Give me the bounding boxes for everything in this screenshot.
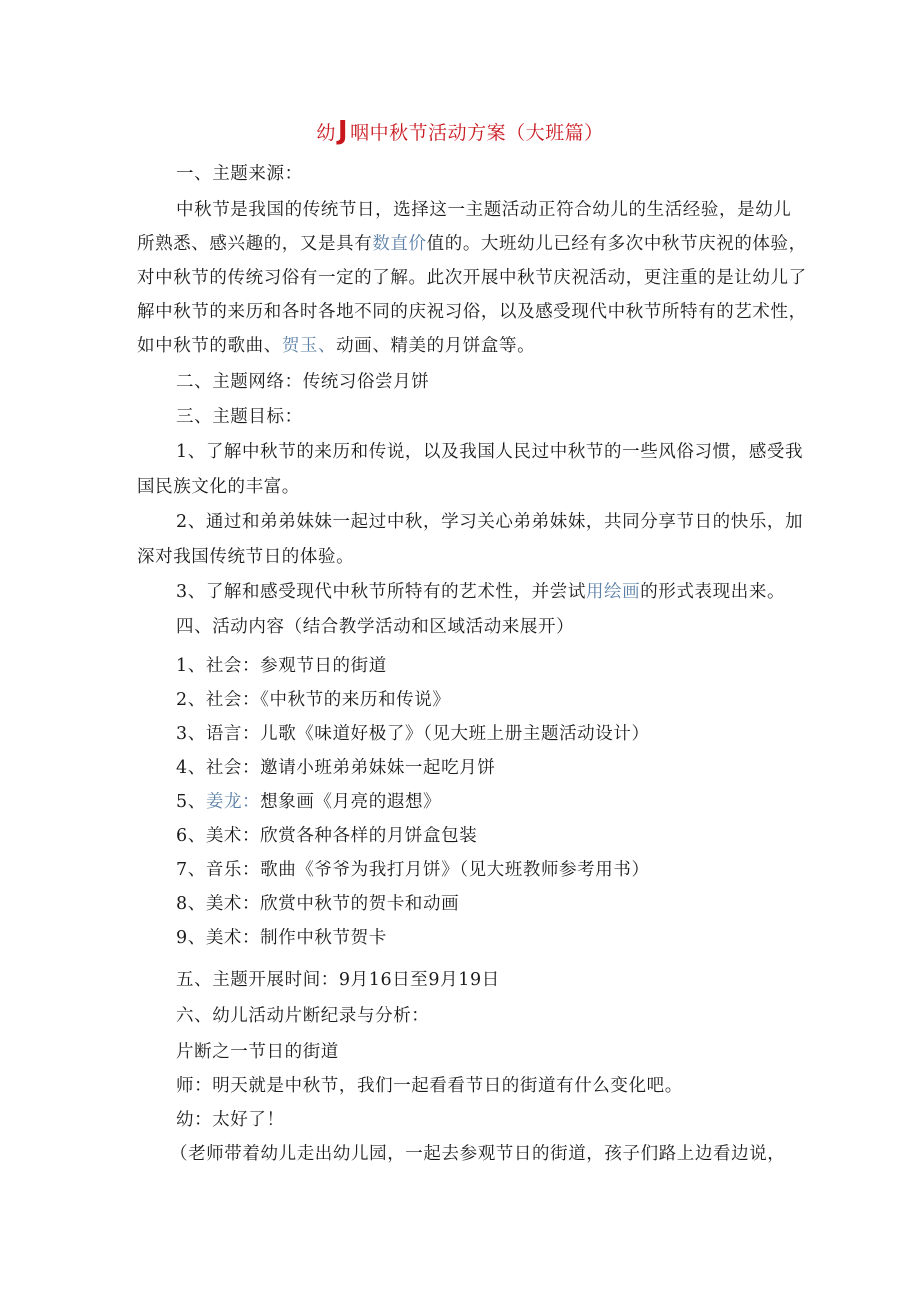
activity-item-1: 1、社会：参观节日的街道 [176, 656, 387, 676]
paragraph-1-line-5 [137, 332, 535, 357]
goal-1-line-1: 1、了解中秋节的来历和传说，以及我国人民过中秋节的一些风俗习惯，感受我 [176, 442, 804, 462]
activity-item-3: 3、语言：儿歌《味道好极了》（见大班上册主题活动设计） [176, 724, 650, 744]
record-line-1: 片断之一节日的街道 [176, 1042, 339, 1062]
activity-item-7: 7、音乐：歌曲《爷爷为我打月饼》（见大班教师参考用书） [176, 860, 650, 880]
highlighted-text: 贺玉、 [281, 336, 337, 356]
paragraph-1-line-2 [137, 230, 807, 255]
document-title [0, 116, 920, 146]
section-heading-5: 五、主题开展时间：9月16日至9月19日 [176, 970, 500, 990]
highlighted-text: 姜龙： [205, 792, 261, 812]
section-heading-1: 一、主题来源： [176, 164, 303, 184]
title-part-3: 咽中秋节活动方案（大班篇） [350, 122, 604, 144]
section-heading-6: 六、幼儿活动片断纪录与分析： [176, 1006, 430, 1026]
record-line-4: （老师带着幼儿走出幼儿园，一起去参观节日的街道，孩子们路上边看边说， [170, 1144, 786, 1164]
goal-3 [176, 578, 785, 603]
paragraph-1-line-4: 解中秋节的来历和各时各地不同的庆祝习俗，以及感受现代中秋节所特有的艺术性， [137, 302, 807, 322]
activity-item-4: 4、社会：邀请小班弟弟妹妹一起吃月饼 [176, 758, 496, 778]
goal-2-line-1: 2、通过和弟弟妹妹一起过中秋，学习关心弟弟妹妹，共同分享节日的快乐，加 [176, 512, 804, 532]
activity-item-8: 8、美术：欣赏中秋节的贺卡和动画 [176, 894, 460, 914]
highlighted-text: 数直价 [372, 234, 427, 254]
section-heading-2: 二、主题网络：传统习俗尝月饼 [176, 372, 430, 392]
text-segment: 的形式表现出来。 [640, 582, 786, 602]
text-segment: 5、 [176, 792, 206, 812]
activity-item-6: 6、美术：欣赏各种各样的月饼盒包装 [176, 826, 478, 846]
paragraph-1-line-1: 中秋节是我国的传统节日，选择这一主题活动正符合幼儿的生活经验，是幼儿 [176, 200, 792, 220]
activity-item-2: 2、社会：《中秋节的来历和传说》 [176, 690, 451, 710]
activity-item-9: 9、美术：制作中秋节贺卡 [176, 928, 387, 948]
highlighted-text: 用绘画 [585, 582, 641, 602]
text-segment: 3、了解和感受现代中秋节所特有的艺术性，并尝试 [176, 582, 586, 602]
text-segment: 所熟悉、感兴趣的，又是具有 [137, 234, 373, 254]
text-segment: 动画、精美的月饼盒等。 [336, 336, 536, 356]
activity-item-5 [176, 788, 441, 813]
goal-2-line-2: 深对我国传统节日的体验。 [137, 547, 355, 567]
title-part-1: 幼 [316, 122, 336, 144]
goal-1-line-2: 国民族文化的丰富。 [137, 477, 300, 497]
record-line-2: 师：明天就是中秋节，我们一起看看节日的街道有什么变化吧。 [176, 1076, 683, 1096]
text-segment: 值的。大班幼儿已经有多次中秋节庆祝的体验， [426, 234, 807, 254]
section-heading-4: 四、活动内容（结合教学活动和区域活动来展开） [176, 617, 575, 637]
text-segment: 想象画《月亮的遐想》 [260, 792, 442, 812]
section-heading-3: 三、主题目标： [176, 407, 303, 427]
paragraph-1-line-3: 对中秋节的传统习俗有一定的了解。此次开展中秋节庆祝活动，更注重的是让幼儿了 [137, 268, 807, 288]
record-line-3: 幼：太好了！ [176, 1110, 285, 1130]
text-segment: 如中秋节的歌曲、 [137, 336, 282, 356]
title-part-2: J [337, 116, 349, 146]
